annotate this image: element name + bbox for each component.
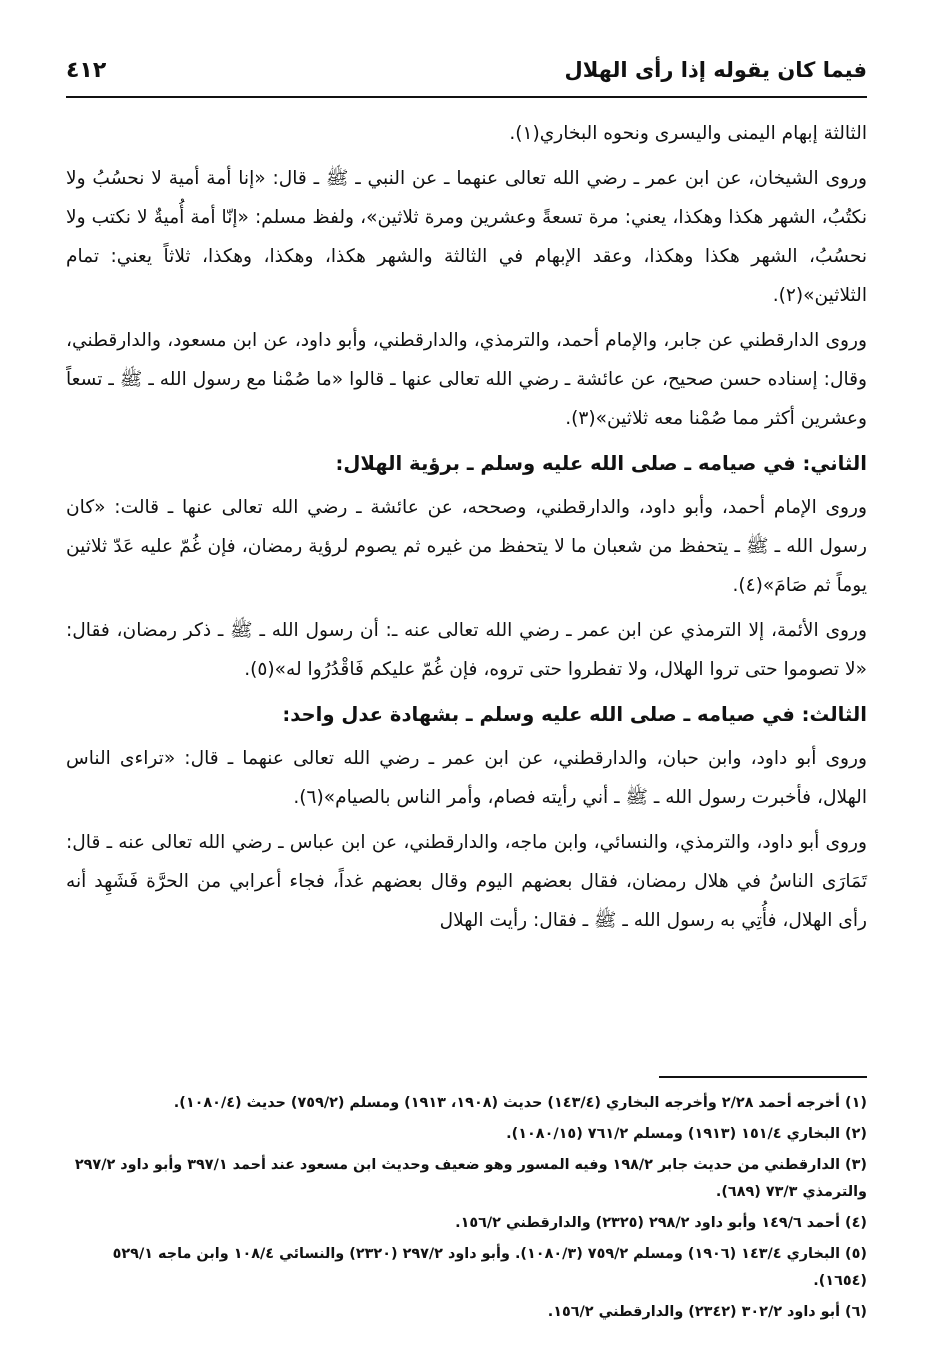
running-title: فيما كان يقوله إذا رأى الهلال: [564, 58, 867, 82]
footnote: (٤) أحمد ١٤٩/٦ وأبو داود ٢٩٨/٢ (٢٣٢٥) والدارقطني ١٥٦/٢.: [455, 1215, 867, 1231]
footnote: (١) أخرجه أحمد ٢/٢٨ وأخرجه البخاري (١٤٣/٤) حديث (١٩٠٨، ١٩١٣) ومسلم (٧٥٩/٢) حديث (١٠٨٠/٤).: [173, 1095, 867, 1111]
paragraph: وروى الإمام أحمد، وأبو داود، والدارقطني، وصححه، عن عائشة ـ رضي الله تعالى عنها ـ قالت: «كان رسول الله ـ ﷺ ـ يتحفظ من شعبان ما لا يتحفظ من غيره ثم يصوم لرؤية رمضان، فإن غُمّ عليه عَدّ ثلاثين يوماً ثم صَامَ»(٤).: [66, 497, 867, 596]
footnote: (٦) أبو داود ٣٠٢/٢ (٢٣٤٢) والدارقطني ١٥٦/٢.: [547, 1304, 867, 1320]
section-heading: الثاني: في صيامه ـ صلى الله عليه وسلم ـ برؤية الهلال:: [335, 452, 867, 475]
page-number: ٤١٢: [66, 58, 107, 83]
paragraph: وروى أبو داود، وابن حبان، والدارقطني، عن ابن عمر ـ رضي الله تعالى عنهما ـ قال: «تراءى الناس الهلال، فأخبرت رسول الله ـ ﷺ ـ أني رأيته فصام، وأمر الناس بالصيام»(٦).: [66, 748, 867, 808]
paragraph: وروى الدارقطني عن جابر، والإمام أحمد، والترمذي، والدارقطني، وأبو داود، عن ابن مسعود، والدارقطني، وقال: إسناده حسن صحيح، عن عائشة ـ رضي الله تعالى عنها ـ قالوا «ما صُمْنا مع رسول الله ـ ﷺ ـ تسعاً وعشرين أكثر مما صُمْنا معه ثلاثين»(٣).: [66, 330, 867, 429]
running-header: [66, 56, 867, 98]
footnotes: [66, 1090, 867, 1330]
footnote-separator: [659, 1076, 867, 1078]
main-text: [66, 114, 867, 946]
paragraph: وروى الشيخان، عن ابن عمر ـ رضي الله تعالى عنهما ـ عن النبي ـ ﷺ ـ قال: «إنا أمة أمية لا نحسُبُ ولا نكتُبُ، الشهر هكذا وهكذا، يعني: مرة تسعةً وعشرين ومرة ثلاثين»، ولفظ مسلم: «إنّا أمة أُميةٌ لا نكتب ولا نحسُبُ، الشهر هكذا وهكذا، وعقد الإبهام في الثالثة والشهر هكذا، وهكذا، وهكذا، ثلاثاً يعني: تمام الثلاثين»(٢).: [66, 168, 867, 306]
paragraph: وروى أبو داود، والترمذي، والنسائي، وابن ماجه، والدارقطني، عن ابن عباس ـ رضي الله تعالى عنه ـ قال: تَمَارَى الناسُ في هلال رمضان، فقال بعضهم اليوم وقال بعضهم غداً، فجاء أعرابي من الحرَّة فَشَهِد أنه رأى الهلال، فأُتِي به رسول الله ـ ﷺ ـ فقال: رأيت الهلال: [66, 832, 867, 931]
paragraph: وروى الأئمة، إلا الترمذي عن ابن عمر ـ رضي الله تعالى عنه ـ: أن رسول الله ـ ﷺ ـ ذكر رمضان، فقال: «لا تصوموا حتى تروا الهلال، ولا تفطروا حتى تروه، فإن غُمّ عليكم فَاقْدُرُوا له»(٥).: [66, 620, 867, 680]
footnote: (٣) الدارقطني من حديث جابر ١٩٨/٢ وفيه المسور وهو ضعيف وحديث ابن مسعود عند أحمد ٣٩٧/١ وأبو داود ٢٩٧/٢ والترمذي ٧٣/٣ (٦٨٩).: [74, 1157, 867, 1200]
section-heading: الثالث: في صيامه ـ صلى الله عليه وسلم ـ بشهادة عدل واحد:: [282, 703, 867, 726]
footnote: (٢) البخاري ١٥١/٤ (١٩١٣) ومسلم ٧٦١/٢ (١٠٨٠/١٥).: [506, 1126, 867, 1142]
paragraph: الثالثة إبهام اليمنى واليسرى ونحوه البخاري(١).: [509, 123, 867, 144]
footnote: (٥) البخاري ١٤٣/٤ (١٩٠٦) ومسلم ٧٥٩/٢ (١٠٨٠/٣). وأبو داود ٢٩٧/٢ (٢٣٢٠) والنسائي ١٠٨/٤ وابن ماجه ٥٢٩/١ (١٦٥٤).: [112, 1246, 867, 1289]
